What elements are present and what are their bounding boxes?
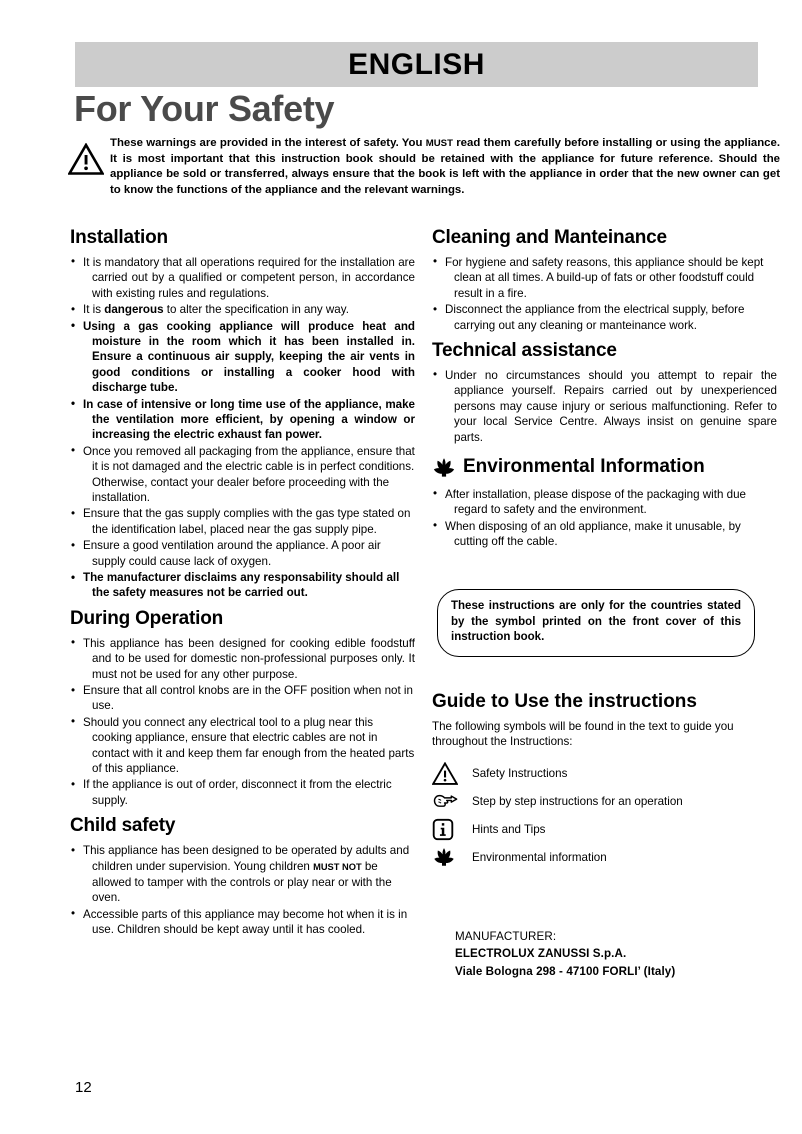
- language-banner-label: ENGLISH: [348, 47, 485, 81]
- list-item: [70, 907, 415, 938]
- bullet-glyph: •: [433, 368, 438, 382]
- section-title-installation: Installation: [70, 227, 168, 248]
- page-number: 12: [75, 1079, 92, 1096]
- list-item: [432, 487, 777, 518]
- bullet-glyph: •: [433, 255, 438, 269]
- list-item: [432, 302, 777, 333]
- item-suffix: to alter the specification in any way.: [163, 303, 349, 317]
- bullet-glyph: •: [71, 506, 76, 520]
- section-title-cleaning-maintenance: Cleaning and Manteinance: [432, 227, 667, 248]
- list-item: [70, 683, 415, 714]
- bullet-glyph: •: [71, 444, 76, 458]
- list-item-text: It is mandatory that all operations required for the installation are carried out by a qualified or competent person, in accordance with existing rules and regulations.: [83, 255, 415, 300]
- bullet-glyph: •: [71, 715, 76, 729]
- legend-label: Step by step instructions for an operation: [472, 794, 683, 808]
- list-item-text: Accessible parts of this appliance may become hot when it is in use. Children should be kept away until it has cooled.: [83, 907, 408, 937]
- legend-row-environmental: [432, 844, 782, 871]
- list-item: [70, 538, 415, 569]
- list-item: [432, 255, 777, 301]
- list-item: [70, 570, 415, 601]
- list-item-text: In case of intensive or long time use of the appliance, make the ventilation more efficient, by opening a window or increasing the electric exhaust fan power.: [83, 397, 415, 442]
- bullet-glyph: •: [433, 519, 438, 533]
- list-item-text: For hygiene and safety reasons, this appliance should be kept clean at all times. A build-up of fats or other foodstuff could result in a fire.: [445, 255, 764, 300]
- legend-label: Safety Instructions: [472, 766, 568, 780]
- item-must-not: MUST NOT: [313, 861, 362, 872]
- guide-section: [432, 692, 782, 872]
- item-part1: This appliance has been designed to be operated by adults and children under supervision. Young children: [83, 844, 410, 873]
- section-title-child-safety: Child safety: [70, 815, 176, 837]
- page-title: For Your Safety: [74, 88, 335, 129]
- warning-triangle-icon: [68, 136, 110, 175]
- info-i-icon: [432, 818, 472, 841]
- during-operation-list: [70, 636, 415, 808]
- list-item: [70, 397, 415, 443]
- list-item: [70, 715, 415, 777]
- list-item: [70, 444, 415, 506]
- bullet-glyph: •: [71, 636, 76, 650]
- bullet-glyph: •: [433, 487, 438, 501]
- item-part2: be allowed to tamper with the controls or play near or with the oven.: [92, 859, 392, 905]
- list-item-text: Ensure a good ventilation around the appliance. A poor air supply could cause lack of oxygen.: [83, 539, 381, 568]
- list-item-text: Should you connect any electrical tool to a plug near this cooking appliance, ensure that electric cables are not in contact with it and keep them far enough from the heated parts of this appliance.: [83, 715, 415, 776]
- section-title-environmental: Environmental Information: [463, 456, 705, 478]
- manufacturer-name: ELECTROLUX ZANUSSI S.p.A.: [455, 947, 627, 961]
- installation-list: [70, 255, 415, 601]
- list-item-text: After installation, please dispose of the packaging with due regard to safety and the environment.: [445, 487, 746, 517]
- environmental-list: [432, 487, 777, 550]
- list-item-text: Ensure that all control knobs are in the OFF position when not in use.: [83, 684, 413, 713]
- legend-row-hints-tips: [432, 816, 782, 843]
- legend-row-safety: [432, 760, 782, 787]
- manufacturer-label: MANUFACTURER:: [455, 930, 557, 943]
- list-item-text: Disconnect the appliance from the electrical supply, before carrying out any cleaning or manteinance work.: [445, 303, 745, 332]
- bullet-glyph: •: [71, 397, 76, 411]
- tulip-flower-icon: [432, 845, 472, 869]
- left-column: [70, 228, 415, 940]
- right-column: [432, 228, 777, 552]
- item-prefix: It is: [83, 303, 105, 317]
- bullet-glyph: •: [71, 302, 76, 316]
- child-safety-list: [70, 843, 415, 937]
- bullet-glyph: •: [71, 255, 76, 269]
- section-title-guide: Guide to Use the instructions: [432, 691, 697, 712]
- intro-text-part1: These warnings are provided in the interest of safety. You: [110, 137, 426, 149]
- cleaning-list: [432, 255, 777, 333]
- guide-intro-text: The following symbols will be found in the text to guide you throughout the Instructions:: [432, 719, 734, 749]
- list-item: [70, 636, 415, 682]
- item-emphasis: dangerous: [104, 303, 164, 317]
- section-header-environmental: [432, 455, 777, 480]
- bullet-glyph: •: [71, 570, 76, 584]
- list-item-text: If the appliance is out of order, disconnect it from the electric supply.: [83, 778, 392, 807]
- bullet-glyph: •: [71, 777, 76, 791]
- list-item-text: [83, 843, 415, 906]
- bullet-glyph: •: [71, 319, 76, 333]
- intro-warning-block: [68, 136, 780, 198]
- bullet-glyph: •: [71, 683, 76, 697]
- bullet-glyph: •: [433, 302, 438, 316]
- list-item-text: Once you removed all packaging from the appliance, ensure that it is not damaged and the electric cable is in perfect conditions. Otherwise, contact your dealer before proceeding with the installation.: [83, 444, 415, 505]
- list-item-text: Ensure that the gas supply complies with the gas type stated on the identification label, placed near the gas supply pipe.: [83, 507, 411, 536]
- bullet-glyph: •: [71, 538, 76, 552]
- list-item: [70, 506, 415, 537]
- list-item: [70, 302, 415, 317]
- list-item: [70, 255, 415, 301]
- list-item-text: Under no circumstances should you attempt to repair the appliance yourself. Repairs carried out by unexperienced persons may cause injury or serious malfunctioning. Refer to your local Service Centre. Always insist on genuine spare parts.: [445, 368, 777, 444]
- manufacturer-block: [455, 928, 675, 980]
- intro-text-part2: read them carefully before installing or using the appliance. It is most important that this instruction book should be retained with the appliance for future reference. Should the appliance be sold or transferred, always ensure that the book is left with the appliance in order that the new owner can get to know the functions of the appliance and the relevant warnings.: [110, 137, 780, 196]
- pointing-hand-icon: [432, 791, 472, 811]
- intro-text-must: MUST: [425, 138, 453, 149]
- bullet-glyph: •: [71, 907, 76, 921]
- legend-label: Environmental information: [472, 850, 607, 864]
- intro-warning-text: [110, 136, 780, 198]
- list-item-text: This appliance has been designed for cooking edible foodstuff and to be used for domestic non-professional purposes only. It must not be used for any other purpose.: [83, 636, 415, 681]
- countries-callout-box: [437, 589, 755, 657]
- list-item-text: The manufacturer disclaims any responsability should all the safety measures not be carried out.: [83, 571, 400, 600]
- tulip-flower-icon: [432, 455, 456, 480]
- language-banner: [75, 42, 758, 87]
- list-item-text: Using a gas cooking appliance will produce heat and moisture in the room which it has been installed in. Ensure a continuous air supply, keeping the air vents in good conditions or installing a cooker hood with discharge tube.: [83, 319, 415, 395]
- warning-triangle-icon: [432, 762, 472, 785]
- list-item: [432, 519, 777, 550]
- list-item: [432, 368, 777, 445]
- list-item: [70, 843, 415, 906]
- section-title-during-operation: During Operation: [70, 607, 224, 629]
- bullet-glyph: •: [71, 843, 76, 857]
- technical-assistance-list: [432, 368, 777, 445]
- list-item: [70, 777, 415, 808]
- manufacturer-address: Viale Bologna 298 - 47100 FORLI’ (Italy): [455, 964, 676, 978]
- countries-callout-text: These instructions are only for the countries stated by the symbol printed on the front cover of this instruction book.: [451, 600, 741, 644]
- list-item-text: When disposing of an old appliance, make it unusable, by cutting off the cable.: [445, 519, 741, 549]
- list-item-text: [83, 302, 415, 317]
- legend-label: Hints and Tips: [472, 822, 546, 836]
- legend-row-step-by-step: [432, 788, 782, 815]
- list-item: [70, 319, 415, 396]
- section-title-technical-assistance: Technical assistance: [432, 339, 617, 361]
